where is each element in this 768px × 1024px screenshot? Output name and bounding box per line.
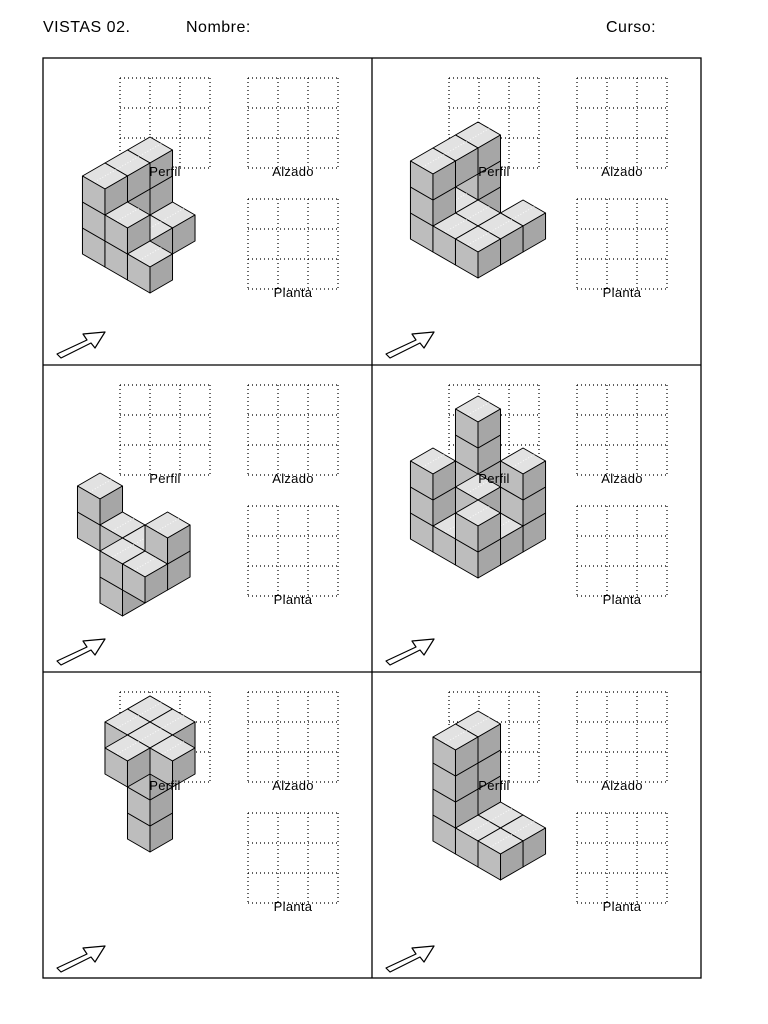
planta-grid-6 <box>577 813 667 903</box>
perfil-label: Perfil <box>149 164 181 179</box>
isometric-figure-4 <box>410 396 545 578</box>
planta-grid-4 <box>577 506 667 596</box>
view-direction-arrow-icon <box>57 946 105 972</box>
isometric-figure-1 <box>82 137 195 293</box>
view-direction-arrow-icon <box>386 639 434 665</box>
perfil-label: Perfil <box>149 471 181 486</box>
planta-label: Planta <box>602 592 642 607</box>
worksheet-title: VISTAS 02. <box>43 19 131 36</box>
isometric-figure-5 <box>105 696 195 852</box>
view-direction-arrow-icon <box>386 946 434 972</box>
view-direction-arrow-icon <box>386 332 434 358</box>
alzado-label: Alzado <box>272 778 314 793</box>
planta-grid-5 <box>248 813 338 903</box>
perfil-label: Perfil <box>478 471 510 486</box>
isometric-figure-3 <box>77 473 190 616</box>
planta-label: Planta <box>602 285 642 300</box>
alzado-grid-6 <box>577 692 667 782</box>
perfil-label: Perfil <box>149 778 181 793</box>
view-direction-arrow-icon <box>57 639 105 665</box>
planta-grid-3 <box>248 506 338 596</box>
alzado-label: Alzado <box>601 778 643 793</box>
planta-label: Planta <box>273 592 313 607</box>
alzado-grid-5 <box>248 692 338 782</box>
course-label: Curso: <box>606 19 657 36</box>
planta-label: Planta <box>273 899 313 914</box>
alzado-grid-3 <box>248 385 338 475</box>
perfil-label: Perfil <box>478 778 510 793</box>
planta-grid-1 <box>248 199 338 289</box>
isometric-figure-2 <box>410 122 545 278</box>
planta-grid-2 <box>577 199 667 289</box>
planta-label: Planta <box>602 899 642 914</box>
alzado-label: Alzado <box>601 471 643 486</box>
alzado-label: Alzado <box>601 164 643 179</box>
perfil-grid-3 <box>120 385 210 475</box>
alzado-label: Alzado <box>272 164 314 179</box>
alzado-label: Alzado <box>272 471 314 486</box>
alzado-grid-4 <box>577 385 667 475</box>
perfil-label: Perfil <box>478 164 510 179</box>
view-direction-arrow-icon <box>57 332 105 358</box>
alzado-grid-1 <box>248 78 338 168</box>
alzado-grid-2 <box>577 78 667 168</box>
isometric-figure-6 <box>433 711 546 880</box>
planta-label: Planta <box>273 285 313 300</box>
name-label: Nombre: <box>186 19 251 36</box>
